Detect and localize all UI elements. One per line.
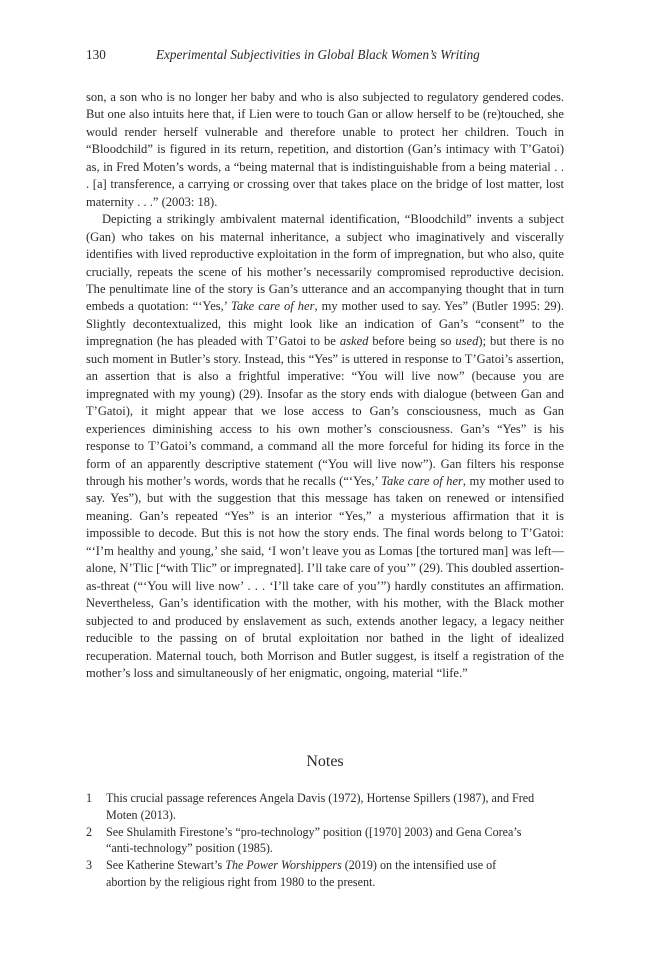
notes-heading: Notes — [306, 753, 344, 770]
note-number: 1 — [86, 791, 93, 805]
body-text — [86, 89, 564, 682]
page-number: 130 — [86, 47, 106, 62]
note-number: 2 — [86, 824, 93, 839]
note-item — [86, 790, 564, 824]
running-title: Experimental Subjectivities in Global Black Women’s Writing — [156, 47, 480, 62]
paragraph-2-text: ); but there is no such moment in Butler’s story. Instead, this “Yes” is uttered in response to T’Gatoi’s assertion, an assertion that is also a frightful imperative: “You will live now” (because you are impregnated with my young) (29). Insofar as the story ends with dialogue (between Gan and T’Gatoi), it might appear that we lose access to Gan’s consciousness, much as Gan experiences diminishing access to his own mother’s consciousness. Gan’s “Yes” is his response to T’Gatoi’s command, a command all the more forceful for hiding its force in the form of an apparently descriptive statement (“You will live now”). Gan filters his response through his mother’s words, words that he recalls (“‘Yes,’ — [86, 334, 564, 488]
italic-word: asked — [339, 334, 369, 349]
note-text: See Shulamith Firestone’s “pro-technology” position ([1970] 2003) and Gena Corea’s “anti-technology” position (1985). — [106, 824, 522, 856]
paragraph-2 — [86, 211, 564, 682]
note-text: This crucial passage references Angela Davis (1972), Hortense Spillers (1987), and Fred Moten (2013). — [106, 791, 535, 822]
paragraph-1: son, a son who is no longer her baby and who is also subjected to regulatory gendered codes. But one also intuits here that, if Lien were to touch Gan or allow herself to be (re)touched, she would render herself vulnerable and therefore unable to protect her children. Touch in “Bloodchild” is figured in its return, repetition, and distortion (Gan’s intimacy with T’Gatoi) as, in Fred Moten’s words, a “being maternal that is indistinguishable from a being material . . . [a] transference, a carrying or crossing over that takes place on the bridge of lost matter, lost maternity . . .” (2003: 18). — [86, 90, 564, 209]
italic-quote: Take care of her — [231, 299, 315, 314]
paragraph-2-text: , my mother used to say. Yes” (Butler 1995: 29). Slightly decontextualized, this might look like an indication of Gan’s “consent” to the impregnation (he has pleaded with T’Gatoi to be — [86, 299, 564, 349]
notes-list — [86, 790, 564, 891]
italic-quote: Take care of her — [381, 473, 463, 488]
note-book-title: The Power Worshippers — [225, 858, 342, 873]
note-text-part: See Katherine Stewart’s — [106, 858, 226, 873]
running-header — [86, 46, 566, 63]
paragraph-2-text: , my mother used to say. Yes”), but with the suggestion that this message has taken on renewed or intensified meaning. Gan’s repeated “Yes” is an interior “Yes,” a mysterious affirmation that it is impossible to decode. But this is not how the story ends. The final words belong to T’Gatoi: “‘I’m healthy and young,’ she said, ‘I won’t leave you as Lomas [the tortured man] was left—alone, N’Tlic [“with Tlic” or impregnated]. I’ll take care of you’” (29). This doubled assertion-as-threat (“‘You will live now’ . . . ‘I’ll take care of you’”) hardly constitutes an affirmation. Nevertheless, Gan’s identification with the mother, with his mother, with the Black mother subjected to and produced by enslavement as such, extends another legacy, a legacy neither reducible to the passing on of brutal exploitation nor bathed in the light of idealized recuperation. Maternal touch, both Morrison and Butler suggest, is itself a registration of the mother’s loss and simultaneously of her enigmatic, ongoing, material “life.” — [86, 473, 565, 680]
note-text — [106, 857, 564, 891]
italic-word: used — [455, 334, 479, 349]
note-item — [86, 857, 564, 891]
note-number: 3 — [86, 858, 93, 873]
note-item — [86, 824, 564, 858]
paragraph-2-text: before being so — [368, 334, 456, 349]
paragraph-2-text: Depicting a strikingly ambivalent maternal identification, “Bloodchild” invents a subject (Gan) who takes on his maternal inheritance, a subject who imaginatively and viscerally identifies with lived reproductive exploitation in the form of impregnation, but who also, quite crucially, repeats the scene of his mother’s necessarily compromised reproductive decision. The penultimate line of the story is Gan’s utterance and an accompanying thought that in turn embeds a quotation: “‘Yes,’ — [86, 212, 564, 314]
note-text-part: (2019) on the intensified use of abortion by the religious right from 1980 to the present. — [106, 858, 497, 889]
